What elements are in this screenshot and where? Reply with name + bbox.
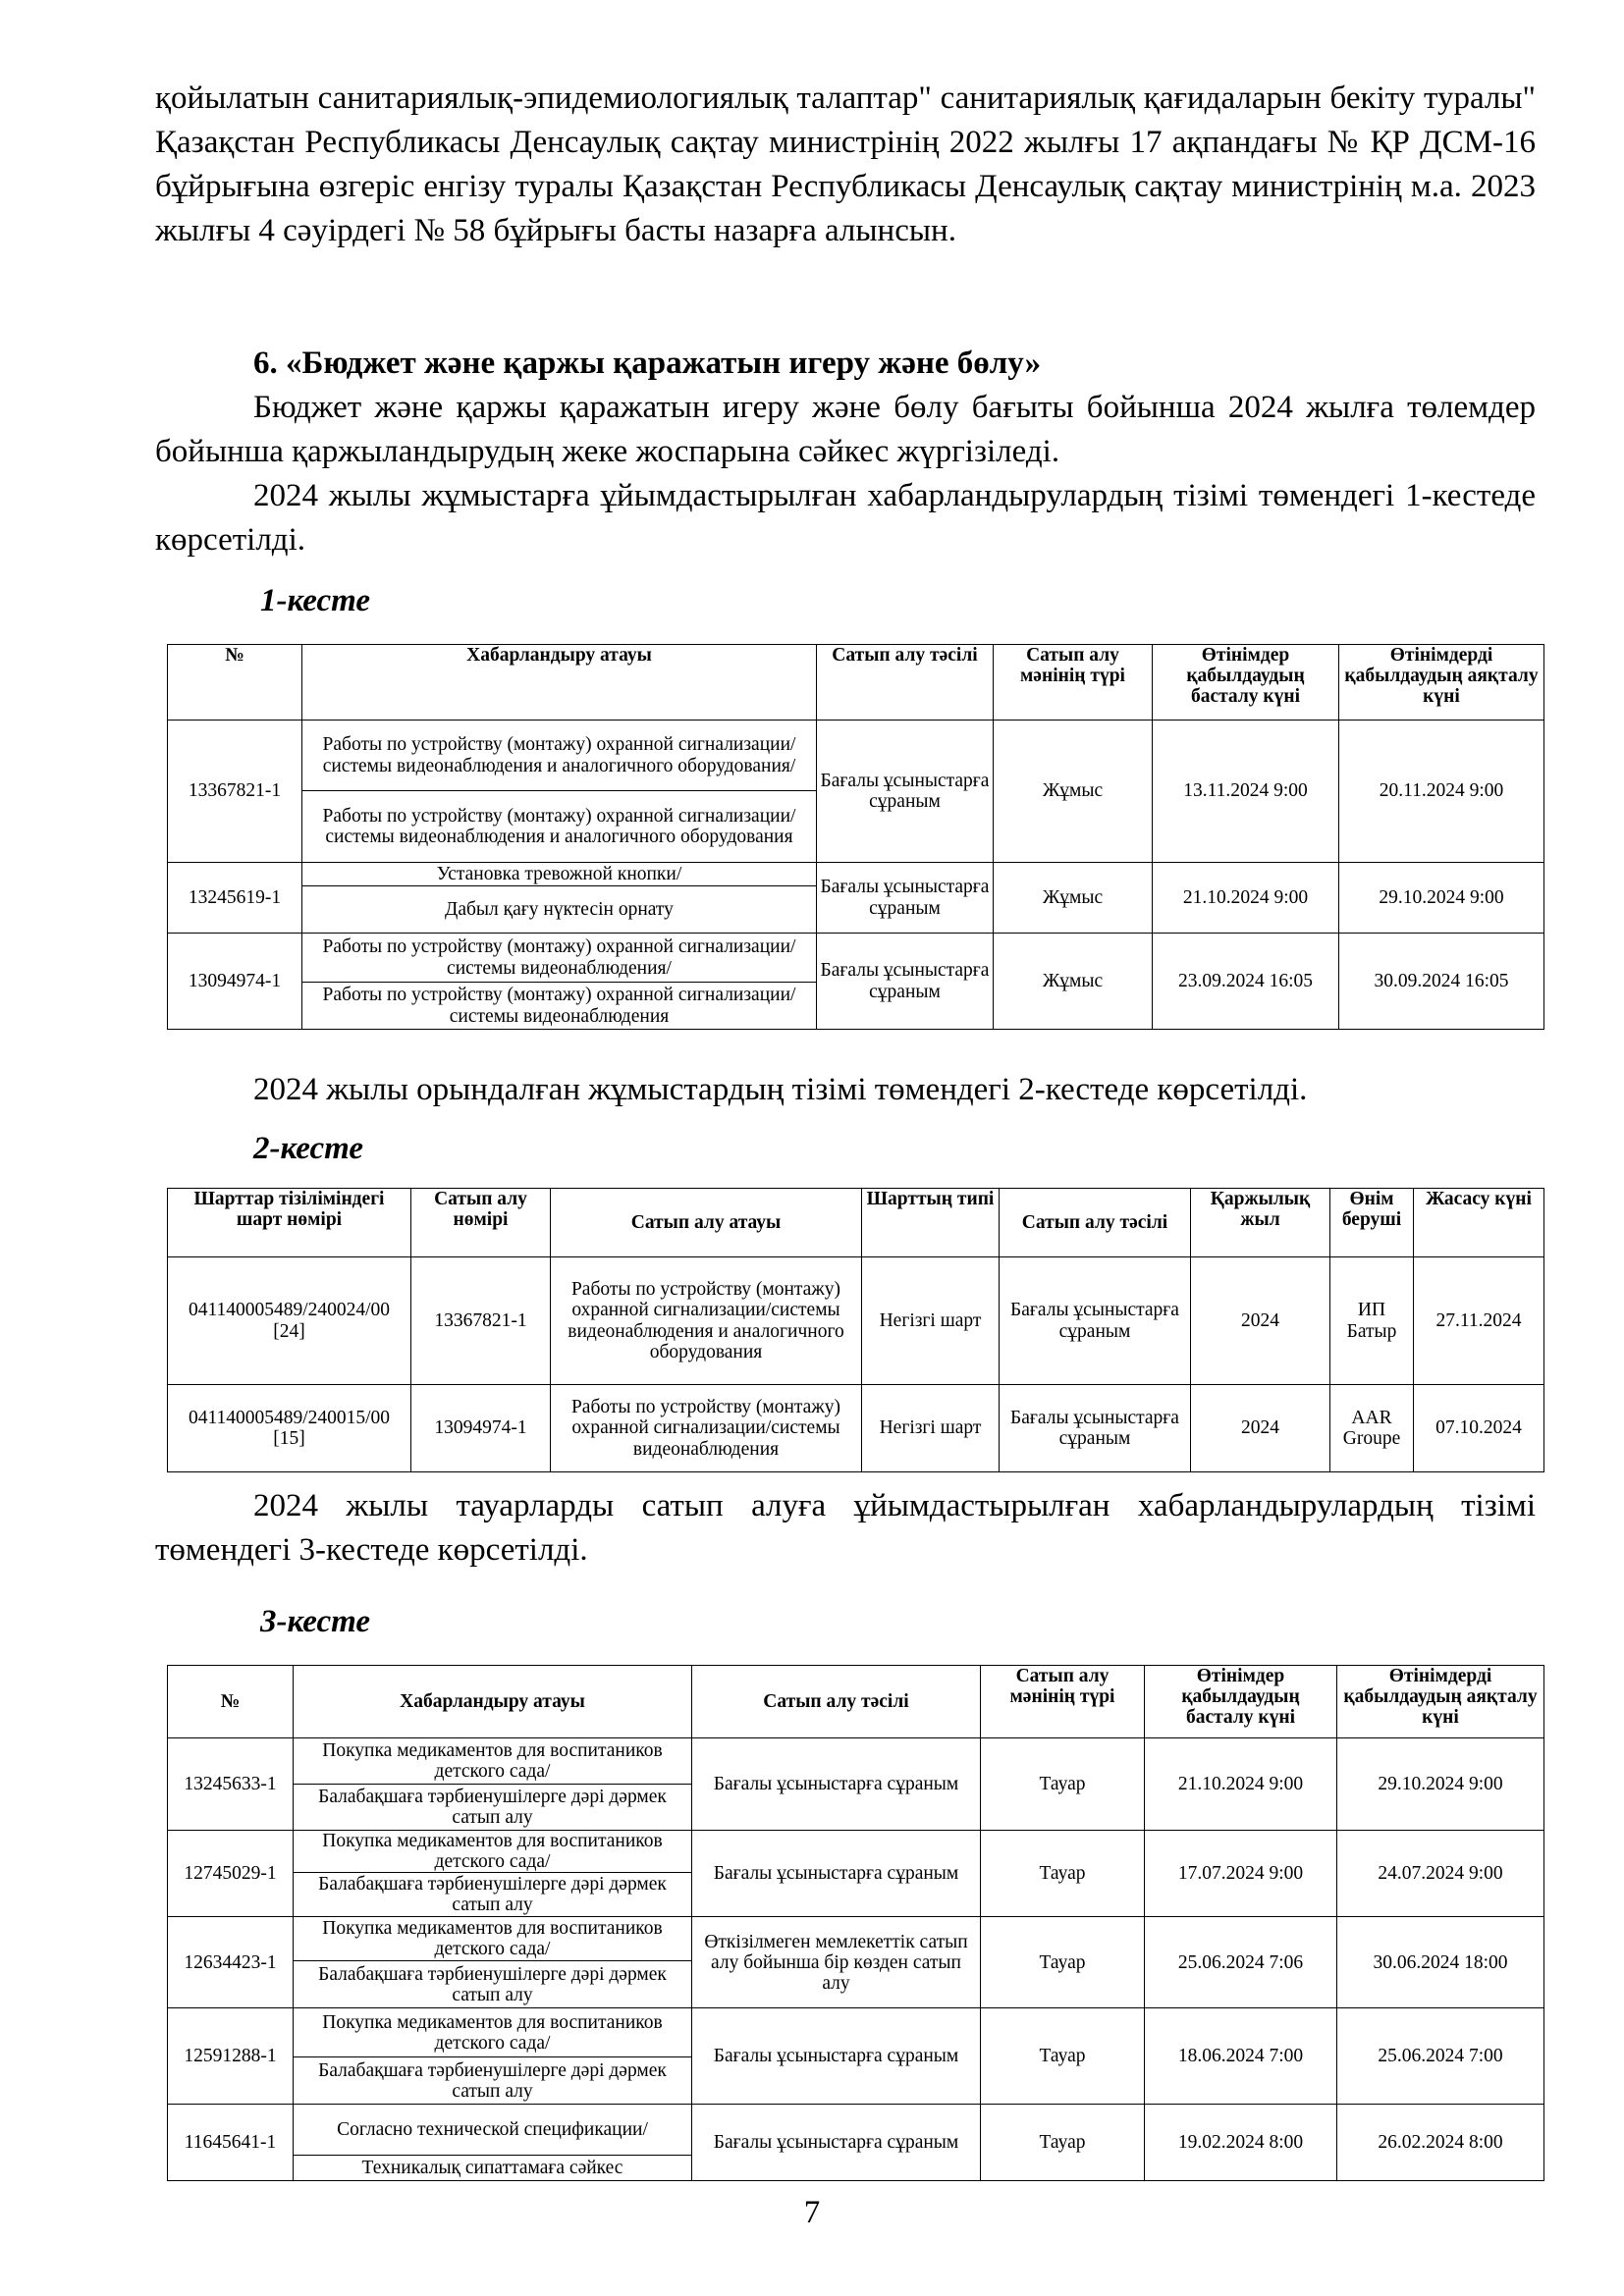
- table3-type-cell: Тауар: [981, 1917, 1145, 2008]
- table3-num-cell: 12634423-1: [168, 1917, 294, 2008]
- table3-name-ru-cell: Покупка медикаментов для воспитаников детского сада/: [294, 2008, 692, 2057]
- table2-name-cell: Работы по устройству (монтажу) охранной сигнализации/системы видеонаблюдения и аналогичного оборудования: [551, 1257, 862, 1385]
- table3-caption: 3-кесте: [260, 1604, 370, 1639]
- table1-name-ru-cell: Работы по устройству (монтажу) охранной сигнализации/системы видеонаблюдения/: [302, 934, 817, 983]
- table1-name-kz-cell: Дабыл қағу нүктесін орнату: [302, 886, 817, 934]
- table1-name-kz-cell: Работы по устройству (монтажу) охранной сигнализации/системы видеонаблюдения: [302, 983, 817, 1030]
- table3-method-cell: Бағалы ұсыныстарға сұраным: [692, 2008, 981, 2105]
- table3-end-cell: 25.06.2024 7:00: [1337, 2008, 1544, 2105]
- table3-method-cell: Өткізілмеген мемлекеттік сатып алу бойынша бір көзден сатып алу: [692, 1917, 981, 2008]
- table3-start-cell: 17.07.2024 9:00: [1145, 1831, 1337, 1917]
- table-row: [168, 1385, 1544, 1472]
- table2-supplier-cell: ИП Батыр: [1330, 1257, 1414, 1385]
- table1-name-ru-cell: Работы по устройству (монтажу) охранной сигнализации/системы видеонаблюдения и аналогичного оборудования/: [302, 721, 817, 791]
- table3-end-cell: 24.07.2024 9:00: [1337, 1831, 1544, 1917]
- table2-year-cell: 2024: [1191, 1257, 1330, 1385]
- table2-year-cell: 2024: [1191, 1385, 1330, 1472]
- page-number: 7: [803, 2195, 821, 2230]
- table2-method-cell: Бағалы ұсыныстарға сұраным: [1000, 1257, 1191, 1385]
- table3-end-cell: 30.06.2024 18:00: [1337, 1917, 1544, 2008]
- table3-start-cell: 18.06.2024 7:00: [1145, 2008, 1337, 2105]
- table3-name-ru-cell: Покупка медикаментов для воспитаников детского сада/: [294, 1917, 692, 1961]
- table2-supplier-cell: AAR Groupe: [1330, 1385, 1414, 1472]
- table3-name-kz-cell: Балабақшаға тәрбиенушілерге дәрі дәрмек сатып алу: [294, 1785, 692, 1831]
- table1-num-cell: 13367821-1: [168, 721, 302, 863]
- table-row: [168, 2008, 1544, 2057]
- table2-ctype-cell: Негізгі шарт: [862, 1385, 1000, 1472]
- table1-header-cell: Өтінімдерді қабылдаудың аяқталу күні: [1339, 645, 1544, 721]
- table2-header-cell: Шарттың типі: [862, 1189, 1000, 1257]
- table3-name-kz-cell: Балабақшаға тәрбиенушілерге дәрі дәрмек сатып алу: [294, 1961, 692, 2008]
- table3-method-cell: Бағалы ұсыныстарға сұраным: [692, 1738, 981, 1831]
- table3-type-cell: Тауар: [981, 2008, 1145, 2105]
- table1-caption: 1-кесте: [260, 583, 370, 618]
- table3-header-cell: Сатып алу тәсілі: [692, 1666, 981, 1738]
- table3-type-cell: Тауар: [981, 1738, 1145, 1831]
- table3-end-cell: 29.10.2024 9:00: [1337, 1738, 1544, 1831]
- table2-date-cell: 27.11.2024: [1414, 1257, 1544, 1385]
- table1-type-cell: Жұмыс: [994, 863, 1153, 934]
- table2-contract-cell: 041140005489/240015/00 [15]: [168, 1385, 411, 1472]
- table1-method-cell: Бағалы ұсыныстарға сұраным: [817, 934, 994, 1030]
- table2-date-cell: 07.10.2024: [1414, 1385, 1544, 1472]
- table3: [167, 1665, 1544, 2181]
- table1-method-cell: Бағалы ұсыныстарға сұраным: [817, 863, 994, 934]
- table2-num-cell: 13094974-1: [411, 1385, 551, 1472]
- table3-header-cell: №: [168, 1666, 294, 1738]
- table3-end-cell: 26.02.2024 8:00: [1337, 2105, 1544, 2181]
- table3-name-kz-cell: Балабақшаға тәрбиенушілерге дәрі дәрмек сатып алу: [294, 2057, 692, 2105]
- table2-header-cell: Сатып алу тәсілі: [1000, 1189, 1191, 1257]
- table3-header-cell: Сатып алу мәнінің түрі: [981, 1666, 1145, 1738]
- table1-method-cell: Бағалы ұсыныстарға сұраным: [817, 721, 994, 863]
- table1-header-cell: Сатып алу тәсілі: [817, 645, 994, 721]
- table2-header-cell: Сатып алу атауы: [551, 1189, 862, 1257]
- table2-num-cell: 13367821-1: [411, 1257, 551, 1385]
- table2-contract-cell: 041140005489/240024/00 [24]: [168, 1257, 411, 1385]
- table2-header-cell: Өнім беруші: [1330, 1189, 1414, 1257]
- table2-method-cell: Бағалы ұсыныстарға сұраным: [1000, 1385, 1191, 1472]
- table2-header-cell: Жасасу күні: [1414, 1189, 1544, 1257]
- table1: [167, 644, 1544, 1030]
- table1-name-ru-cell: Установка тревожной кнопки/: [302, 863, 817, 886]
- table1-num-cell: 13094974-1: [168, 934, 302, 1030]
- table1-header-cell: Хабарландыру атауы: [302, 645, 817, 721]
- table2-caption: 2-кесте: [253, 1131, 363, 1166]
- table3-type-cell: Тауар: [981, 1831, 1145, 1917]
- table1-name-kz-cell: Работы по устройству (монтажу) охранной сигнализации/системы видеонаблюдения и аналогичного оборудования: [302, 791, 817, 863]
- intro-paragraph: қойылатын санитариялық-эпидемиологиялық талаптар" санитариялық қағидаларын бекіту туралы" Қазақстан Республикасы Денсаулық сақтау министрінің 2022 жылғы 17 ақпандағы № ҚР ДСМ-16 бұйрығына өзгеріс енгізу туралы Қазақстан Республикасы Денсаулық сақтау министрінің м.а. 2023 жылғы 4 сәуірдегі № 58 бұйрығы басты назарға алынсын.: [155, 80, 1536, 248]
- section-heading: 6. «Бюджет және қаржы қаражатын игеру және бөлу»: [253, 346, 1042, 381]
- table1-header-cell: №: [168, 645, 302, 721]
- table-row: [168, 1831, 1544, 1873]
- table2-header-cell: Шарттар тізіліміндегі шарт нөмірі: [168, 1189, 411, 1257]
- table-row: [168, 2105, 1544, 2156]
- table3-method-cell: Бағалы ұсыныстарға сұраным: [692, 1831, 981, 1917]
- table1-start-cell: 23.09.2024 16:05: [1153, 934, 1339, 1030]
- table3-header-cell: Өтінімдер қабылдаудың басталу күні: [1145, 1666, 1337, 1738]
- table1-end-cell: 20.11.2024 9:00: [1339, 721, 1544, 863]
- table1-header-cell: Өтінімдер қабылдаудың басталу күні: [1153, 645, 1339, 721]
- table3-name-ru-cell: Покупка медикаментов для воспитаников детского сада/: [294, 1831, 692, 1873]
- table2-header-cell: Қаржылық жыл: [1191, 1189, 1330, 1257]
- table2-ctype-cell: Негізгі шарт: [862, 1257, 1000, 1385]
- table1-start-cell: 13.11.2024 9:00: [1153, 721, 1339, 863]
- table3-method-cell: Бағалы ұсыныстарға сұраным: [692, 2105, 981, 2181]
- table3-type-cell: Тауар: [981, 2105, 1145, 2181]
- table-row: [168, 1257, 1544, 1385]
- table3-name-ru-cell: Покупка медикаментов для воспитаников детского сада/: [294, 1738, 692, 1785]
- table1-type-cell: Жұмыс: [994, 721, 1153, 863]
- table3-name-kz-cell: Балабақшаға тәрбиенушілерге дәрі дәрмек сатып алу: [294, 1873, 692, 1917]
- table1-start-cell: 21.10.2024 9:00: [1153, 863, 1339, 934]
- table2: [167, 1188, 1544, 1472]
- table-row: [168, 721, 1544, 791]
- table3-intro-paragraph: 2024 жылы тауарларды сатып алуға ұйымдастырылған хабарландырулардың тізімі төмендегі 3-кестеде көрсетілді.: [155, 1488, 1536, 1568]
- table-row: [168, 1738, 1544, 1785]
- table3-start-cell: 25.06.2024 7:06: [1145, 1917, 1337, 2008]
- table3-name-kz-cell: Техникалық сипаттамаға сәйкес: [294, 2156, 692, 2181]
- table2-name-cell: Работы по устройству (монтажу) охранной сигнализации/системы видеонаблюдения: [551, 1385, 862, 1472]
- table3-num-cell: 12745029-1: [168, 1831, 294, 1917]
- table-row: [168, 1917, 1544, 1961]
- table3-num-cell: 11645641-1: [168, 2105, 294, 2181]
- table1-type-cell: Жұмыс: [994, 934, 1153, 1030]
- section-paragraph-2: 2024 жылы жұмыстарға ұйымдастырылған хабарландырулардың тізімі төмендегі 1-кестеде көрсетілді.: [155, 478, 1536, 558]
- table1-end-cell: 29.10.2024 9:00: [1339, 863, 1544, 934]
- table-row: [168, 863, 1544, 886]
- table1-num-cell: 13245619-1: [168, 863, 302, 934]
- table3-num-cell: 12591288-1: [168, 2008, 294, 2105]
- table3-header-cell: Өтінімдерді қабылдаудың аяқталу күні: [1337, 1666, 1544, 1738]
- table3-header-cell: Хабарландыру атауы: [294, 1666, 692, 1738]
- section-paragraph-1: Бюджет және қаржы қаражатын игеру және бөлу бағыты бойынша 2024 жылға төлемдер бойынша қаржыландырудың жеке жоспарына сәйкес жүргізіледі.: [155, 390, 1536, 469]
- table3-start-cell: 19.02.2024 8:00: [1145, 2105, 1337, 2181]
- table3-start-cell: 21.10.2024 9:00: [1145, 1738, 1337, 1831]
- table3-num-cell: 13245633-1: [168, 1738, 294, 1831]
- table2-header-cell: Сатып алу нөмірі: [411, 1189, 551, 1257]
- table2-intro-paragraph: 2024 жылы орындалған жұмыстардың тізімі төмендегі 2-кестеде көрсетілді.: [253, 1072, 1308, 1107]
- table3-name-ru-cell: Согласно технической спецификации/: [294, 2105, 692, 2156]
- table1-header-cell: Сатып алу мәнінің түрі: [994, 645, 1153, 721]
- table-row: [168, 934, 1544, 983]
- table1-end-cell: 30.09.2024 16:05: [1339, 934, 1544, 1030]
